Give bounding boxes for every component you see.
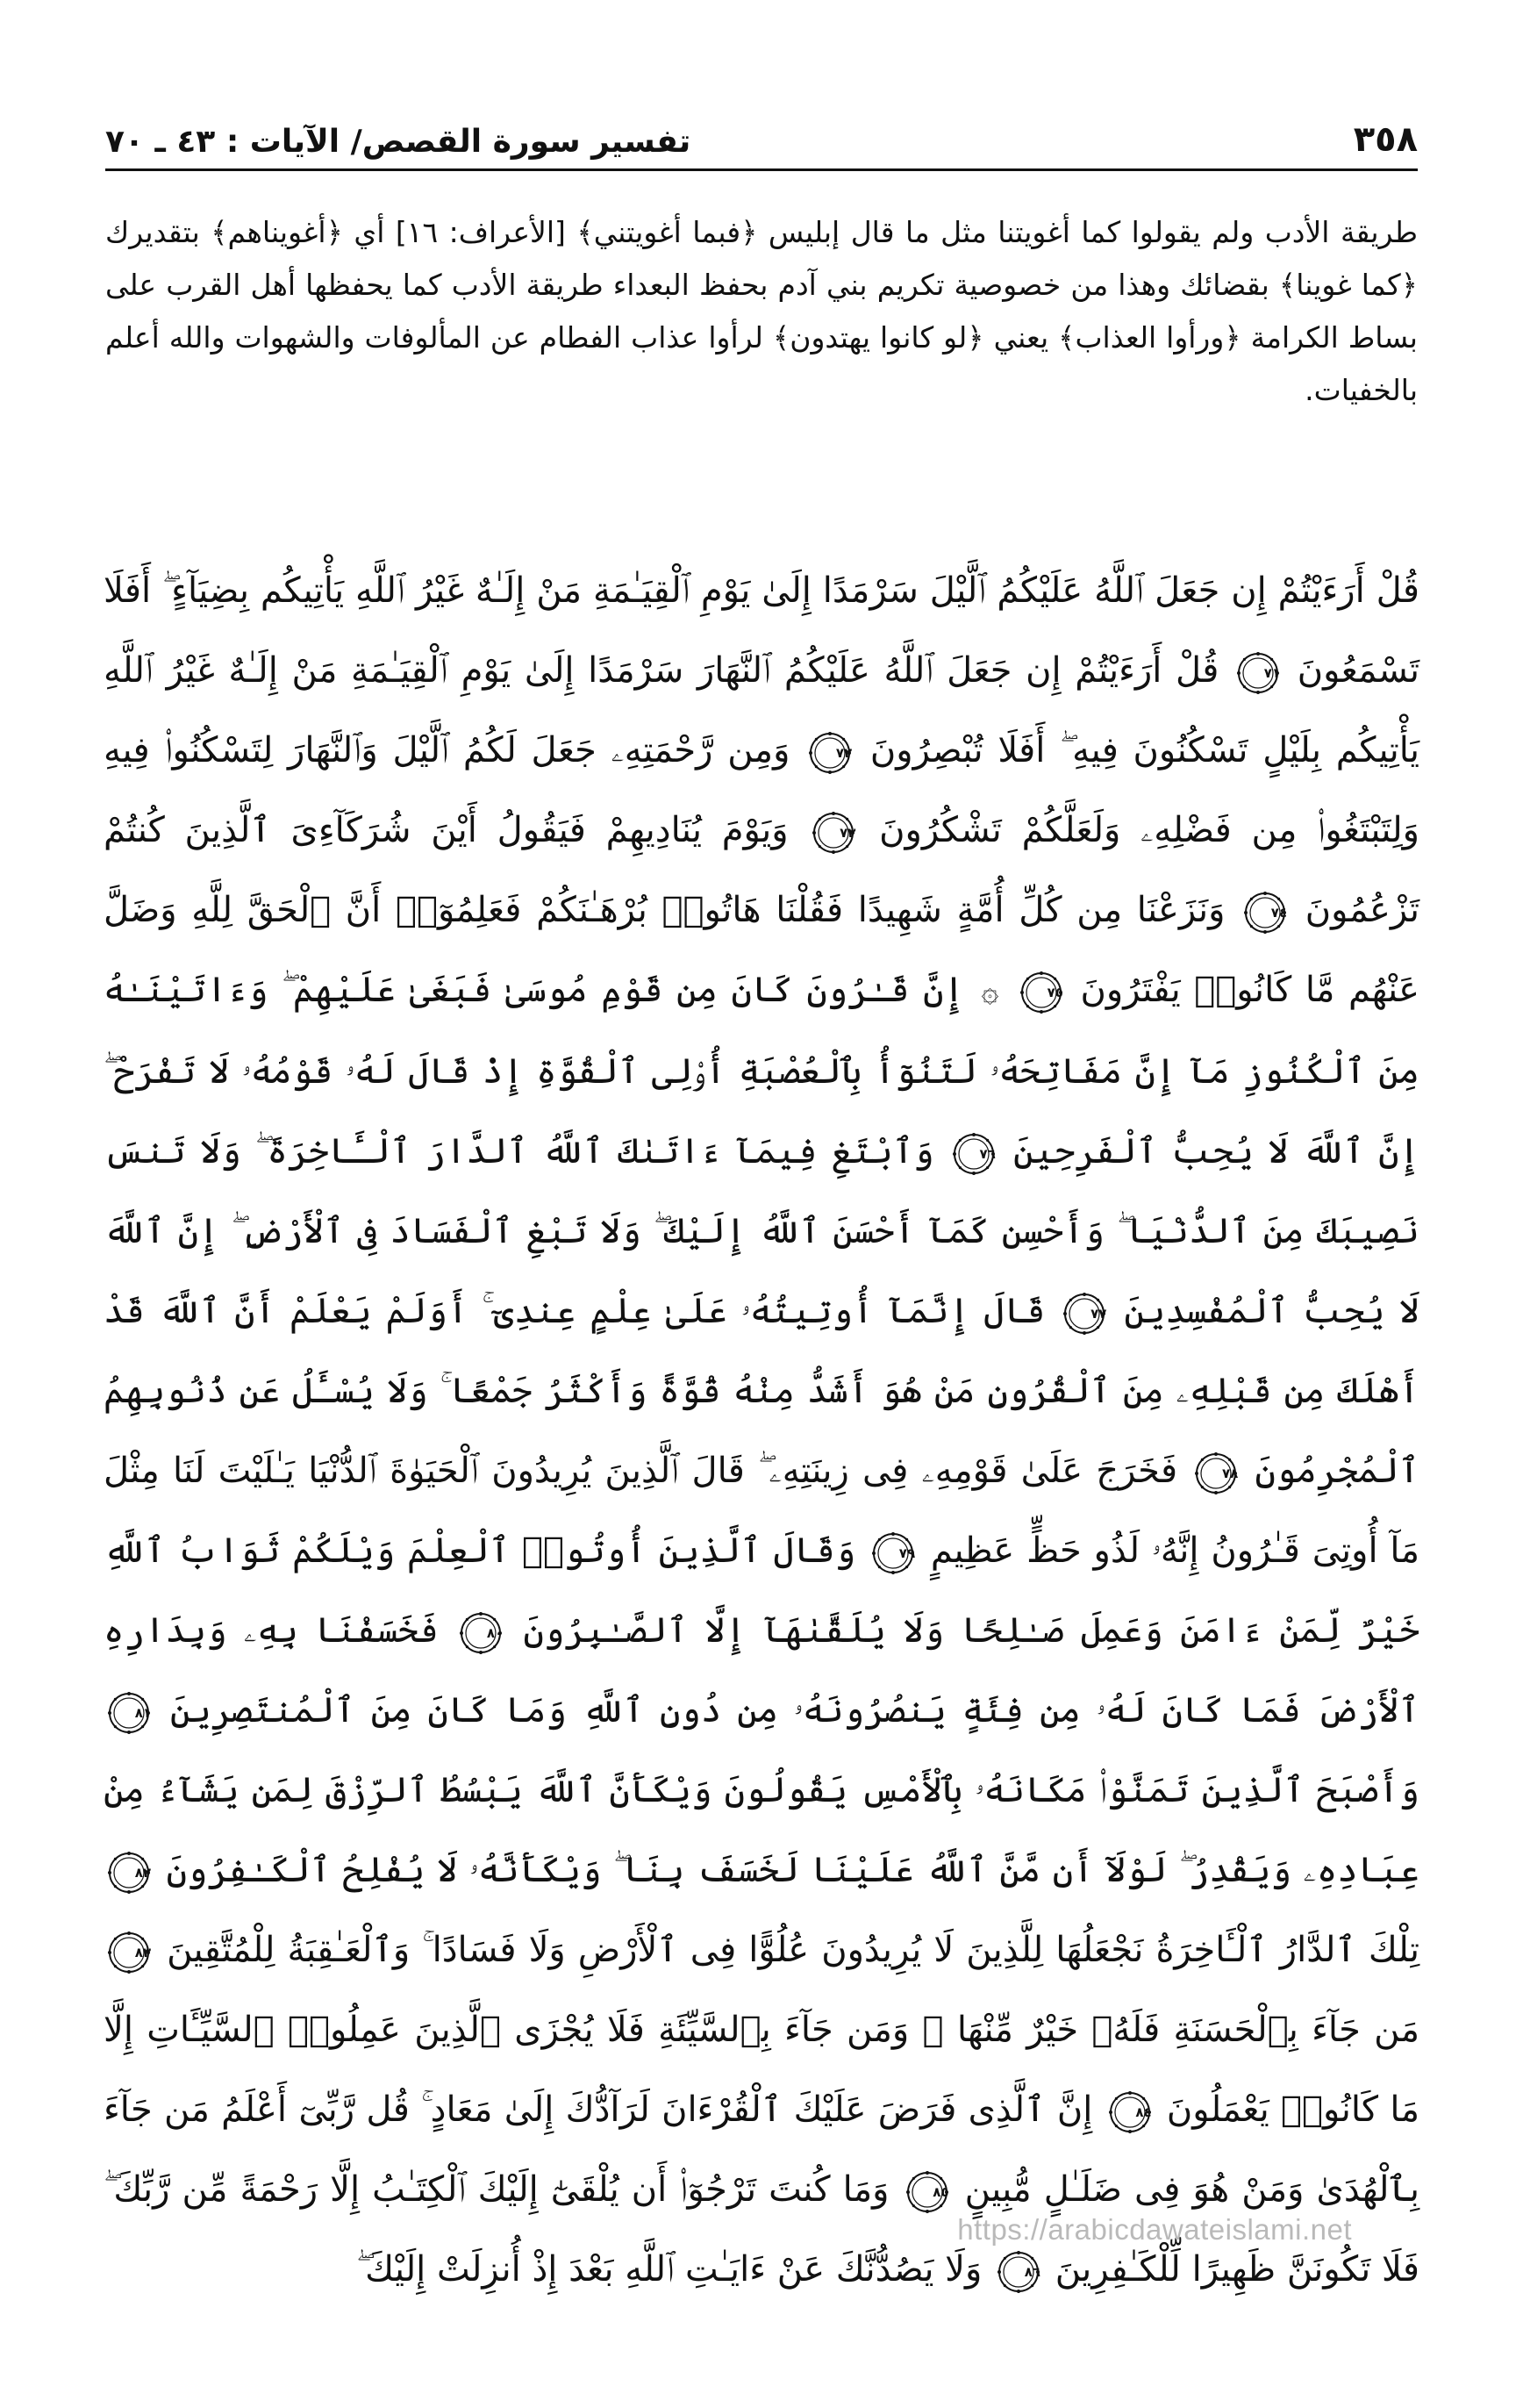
verse-text: قُلْ أَرَءَيْتُمْ إِن جَعَلَ ٱللَّهُ عَلَيْكُمُ ٱلَّيْلَ سَرْمَدًا إِلَىٰ يَوْمِ ٱلْقِيَـٰمَةِ مَنْ إِلَـٰهٌ غَيْرُ ٱللَّهِ يَأْتِيكُم بِضِيَآءٍ ۖ أَفَلَا تَسْمَعُونَ [104,570,1419,691]
ayah-number-marker [1062,1292,1106,1336]
ayah-number: ٨٥ [933,2184,949,2200]
verse-text: وَنَزَعْنَا مِن كُلِّ أُمَّةٍ شَهِيدًا فَقُلْنَا هَاتُوا۟ بُرْهَـٰنَكُمْ فَعَلِمُوٓا۟ أَنَّ ٱلْحَقَّ لِلَّهِ وَضَلَّ عَنْهُم مَّا كَانُوا۟ يَفْتَرُونَ [104,890,1419,1010]
verse-text: مَن جَآءَ بِٱلْحَسَنَةِ فَلَهُۥ خَيْرٌ مِّنْهَا ۖ وَمَن جَآءَ بِٱلسَّيِّئَةِ فَلَا يُجْزَى ٱلَّذِينَ عَمِلُوا۟ ٱلسَّيِّـَٔاتِ إِلَّا مَا كَانُوا۟ يَعْمَلُونَ [104,2010,1419,2130]
ayah-number: ٨٣ [134,1945,151,1960]
ayah-number: ٧٨ [1221,1466,1239,1481]
ayah-number-marker [107,1851,151,1895]
ayah-number-marker [1194,1451,1238,1495]
ayah-number-marker [905,2170,949,2214]
verse-text: وَأَصْبَحَ ٱلَّذِينَ تَمَنَّوْا۟ مَكَانَهُۥ بِٱلْأَمْسِ يَقُولُونَ وَيْكَأَنَّ ٱللَّهَ يَبْسُطُ ٱلرِّزْقَ لِمَن يَشَآءُ مِنْ عِبَادِهِۦ وَيَقْدِرُ ۖ لَوْلَآ أَن مَّنَّ ٱللَّهُ عَلَيْنَا لَخَسَفَ بِنَا ۖ وَيْكَأَنَّهُۥ لَا يُفْلِحُ ٱلْكَـٰفِرُونَ [104,1770,1420,1890]
ayah-number-marker [107,1691,151,1735]
ayah-number-marker [808,731,852,775]
verse-text: تِلْكَ ٱلدَّارُ ٱلْـَٔاخِرَةُ نَجْعَلُهَا لِلَّذِينَ لَا يُرِيدُونَ عُلُوًّا فِى ٱلْأَرْضِ وَلَا فَسَادًا ۚ وَٱلْعَـٰقِبَةُ لِلْمُتَّقِينَ [167,1930,1419,1970]
ayah-number: ٨٦ [1024,2264,1041,2280]
page-number: ٣٥٨ [1353,119,1418,160]
ayah-number-marker [812,811,855,855]
verse-text: إِنَّ ٱلَّذِى فَرَضَ عَلَيْكَ ٱلْقُرْءَانَ لَرَآدُّكَ إِلَىٰ مَعَادٍ ۚ قُل رَّبِّىٓ أَعْلَمُ مَن جَآءَ بِٱلْهُدَىٰ وَمَنْ هُوَ فِى ضَلَـٰلٍ مُّبِينٍ [104,2089,1420,2210]
verse-text: إِنَّ قَـٰرُونَ كَانَ مِن قَوْمِ مُوسَىٰ فَبَغَىٰ عَلَيْهِمْ ۖ وَءَاتَيْنَـٰهُ مِنَ ٱلْكُنُوزِ مَآ إِنَّ مَفَاتِحَهُۥ لَتَنُوٓأُ بِٱلْعُصْبَةِ أُو۟لِى ٱلْقُوَّةِ إِذْ قَالَ لَهُۥ قَوْمُهُۥ لَا تَفْرَحْ ۖ إِنَّ ٱللَّهَ لَا يُحِبُّ ٱلْفَرِحِينَ [104,970,1419,1172]
ayah-number-marker [459,1611,503,1655]
verse-text: وَمَا كُنتَ تَرْجُوٓا۟ أَن يُلْقَىٰٓ إِلَيْكَ ٱلْكِتَـٰبُ إِلَّا رَحْمَةً مِّن رَّبِّكَ ۖ فَلَا تَكُونَنَّ ظَهِيرًا لِّلْكَـٰفِرِينَ [104,2169,1419,2290]
verse-text: قَالَ إِنَّمَآ أُوتِيتُهُۥ عَلَىٰ عِلْمٍ عِندِىٓ ۚ أَوَلَمْ يَعْلَمْ أَنَّ ٱللَّهَ قَدْ أَهْلَكَ مِن قَبْلِهِۦ مِنَ ٱلْقُرُونِ مَنْ هُوَ أَشَدُّ مِنْهُ قُوَّةً وَأَكْثَرُ جَمْعًا ۚ وَلَا يُسْـَٔلُ عَن ذُنُوبِهِمُ ٱلْمُجْرِمُونَ [104,1291,1419,1491]
quran-verses [104,551,1419,2310]
ayah-number: ٨٠ [486,1625,504,1641]
verse-text: وَٱبْتَغِ فِيمَآ ءَاتَىٰكَ ٱللَّهُ ٱلدَّارَ ٱلْـَٔاخِرَةَ ۖ وَلَا تَنسَ نَصِيبَكَ مِنَ ٱلدُّنْيَا ۖ وَأَحْسِن كَمَآ أَحْسَنَ ٱللَّهُ إِلَيْكَ ۖ وَلَا تَبْغِ ٱلْفَسَادَ فِى ٱلْأَرْضِ ۖ إِنَّ ٱللَّهَ لَا يُحِبُّ ٱلْمُفْسِدِينَ [104,1131,1420,1331]
ayah-number: ٧٢ [835,745,853,761]
hizb-mark-icon: ۞ [981,974,999,1009]
ayah-number-marker [1236,651,1280,695]
ayah-number: ٧٣ [840,825,856,841]
ayah-number: ٨١ [134,1705,151,1721]
commentary-paragraph: طريقة الأدب ولم يقولوا كما أغويتنا مثل ما قال إبليس ﴿فبما أغويتني﴾ [الأعراف: ١٦] أي ﴿أغويناهم﴾ بتقديرك ﴿كما غوينا﴾ بقضائك وهذا من خصوصية تكريم بني آدم بحفظ البعداء طريقة الأدب كما يحفظها أهل القرب على بساط الكرامة ﴿ورأوا العذاب﴾ يعني ﴿لو كانوا يهتدون﴾ لرأوا عذاب الفطام عن المألوفات والشهوات والله أعلم بالخفيات. [105,215,1418,407]
verse-text: وَلَا يَصُدُّنَّكَ عَنْ ءَايَـٰتِ ٱللَّهِ بَعْدَ إِذْ أُنزِلَتْ إِلَيْكَ ۖ [356,2249,983,2290]
verse-text: وَقَالَ ٱلَّذِينَ أُوتُوا۟ ٱلْعِلْمَ وَيْلَكُمْ ثَوَابُ ٱللَّهِ خَيْرٌ لِّمَنْ ءَامَنَ وَعَمِلَ صَـٰلِحًا وَلَا يُلَقَّىٰهَآ إِلَّا ٱلصَّـٰبِرُونَ [104,1530,1419,1651]
ayah-number-marker [1243,891,1287,935]
ayah-number: ٧٤ [1270,905,1288,921]
verse-text: فَخَسَفْنَا بِهِۦ وَبِدَارِهِ ٱلْأَرْضَ فَمَا كَانَ لَهُۥ مِن فِئَةٍ يَنصُرُونَهُۥ مِن دُونِ ٱللَّهِ وَمَا كَانَ مِنَ ٱلْمُنتَصِرِينَ [104,1610,1420,1731]
verse-text: وَمِن رَّحْمَتِهِۦ جَعَلَ لَكُمُ ٱلَّيْلَ وَٱلنَّهَارَ لِتَسْكُنُوا۟ فِيهِ وَلِتَبْتَغُوا۟ مِن فَضْلِهِۦ وَلَعَلَّكُمْ تَشْكُرُونَ [104,730,1419,850]
ayah-number-marker [1108,2090,1152,2134]
ayah-number: ٧٩ [898,1545,916,1561]
page-header [105,104,1418,160]
verse-text: وَيَوْمَ يُنَادِيهِمْ فَيَقُولُ أَيْنَ شُرَكَآءِىَ ٱلَّذِينَ كُنتُمْ تَزْعُمُونَ [104,810,1420,930]
ayah-number-marker [107,1931,151,1974]
ayah-number-marker [952,1132,996,1176]
verse-text: فَخَرَجَ عَلَىٰ قَوْمِهِۦ فِى زِينَتِهِۦ ۖ قَالَ ٱلَّذِينَ يُرِيدُونَ ٱلْحَيَوٰةَ ٱلدُّنْيَا يَـٰلَيْتَ لَنَا مِثْلَ مَآ أُوتِىَ قَـٰرُونُ إِنَّهُۥ لَذُو حَظٍّ عَظِيمٍ [104,1451,1420,1571]
verse-text: قُلْ أَرَءَيْتُمْ إِن جَعَلَ ٱللَّهُ عَلَيْكُمُ ٱلنَّهَارَ سَرْمَدًا إِلَىٰ يَوْمِ ٱلْقِيَـٰمَةِ مَنْ إِلَـٰهٌ غَيْرُ ٱللَّهِ يَأْتِيكُم بِلَيْلٍ تَسْكُنُونَ فِيهِ ۖ أَفَلَا تُبْصِرُونَ [104,650,1420,770]
ayah-number: ٨٤ [1135,2104,1152,2120]
quran-text-block [104,551,1419,2310]
ayah-number: ٧١ [1263,665,1281,681]
ayah-number-marker [997,2250,1040,2294]
ayah-number-marker [1019,971,1063,1014]
ayah-number-marker [871,1531,915,1575]
ayah-number: ٧٦ [979,1146,996,1162]
header-divider [105,168,1418,171]
watermark-url: https://arabicdawateislami.net [957,2213,1352,2246]
running-title: تفسير سورة القصص/ الآيات : ٤٣ ـ ٧٠ [105,124,691,160]
ayah-number: ٧٥ [1047,985,1063,1000]
ayah-number: ٧٧ [1090,1306,1107,1322]
ayah-number: ٨٢ [134,1865,151,1881]
